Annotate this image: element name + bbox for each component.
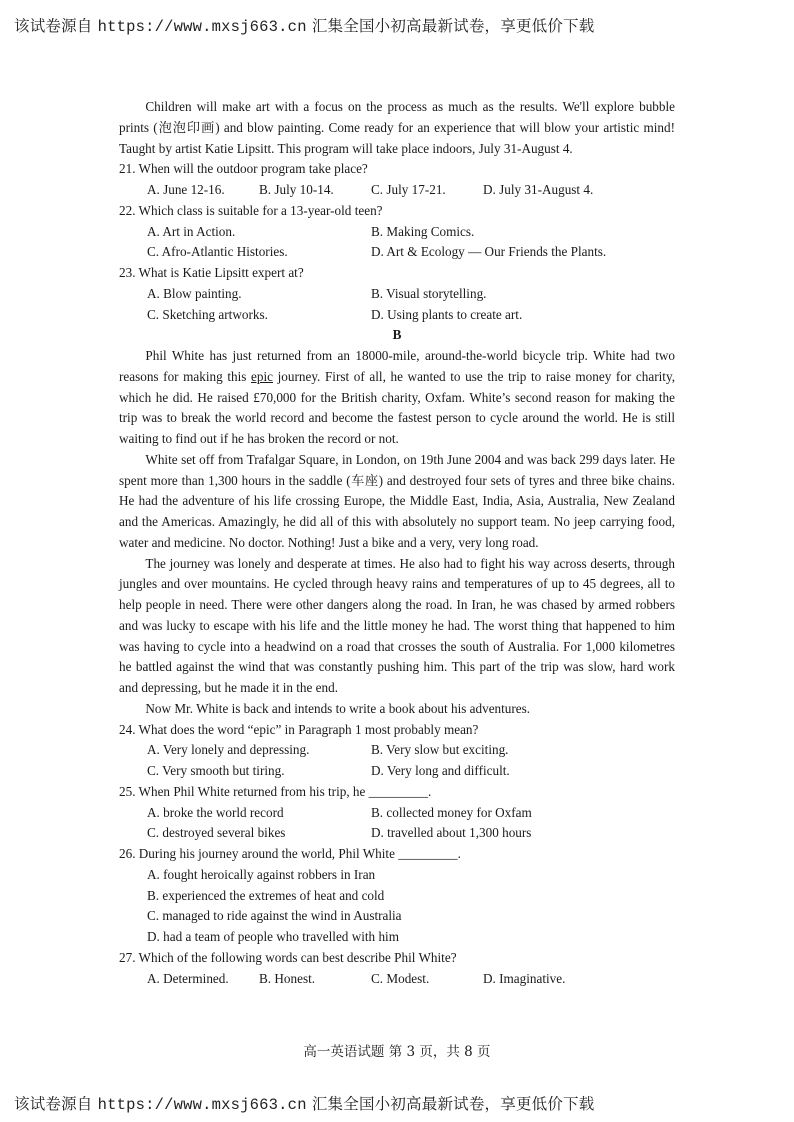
- option: A. Determined.: [147, 970, 229, 986]
- option: C. destroyed several bikes: [147, 825, 286, 841]
- question-24-stem: 24. What does the word “epic” in Paragraph 1 most probably mean?: [119, 721, 479, 737]
- question-22-stem: 22. Which class is suitable for a 13-year-old teen?: [119, 202, 383, 218]
- source-banner-bottom: [14, 1092, 594, 1114]
- passage-b-paragraph-4: Now Mr. White is back and intends to write a book about his adventures.: [145, 700, 531, 716]
- banner-prefix: 该试卷源自: [14, 17, 93, 35]
- question-22-options-row1: [119, 222, 675, 243]
- exam-content: [119, 97, 675, 989]
- option: A. Very lonely and depressing.: [147, 742, 310, 758]
- option: C. Sketching artworks.: [147, 306, 268, 322]
- banner-suffix: 汇集全国小初高最新试卷，享更低价下载: [311, 17, 595, 35]
- question-23-options-row2: [119, 305, 675, 326]
- underlined-word-epic: epic: [251, 368, 273, 384]
- option: C. Very smooth but tiring.: [147, 763, 285, 778]
- question-23-stem: 23. What is Katie Lipsitt expert at?: [119, 265, 304, 280]
- option: C. managed to ride against the wind in Australia: [147, 908, 402, 924]
- option: B. Visual storytelling.: [371, 285, 487, 301]
- option: C. Modest.: [371, 970, 430, 986]
- banner-url[interactable]: https://www.mxsj663.cn: [97, 1096, 307, 1114]
- question-21-stem: 21. When will the outdoor program take place?: [119, 161, 368, 177]
- question-25-options-row2: [119, 823, 675, 844]
- passage-b-paragraph-1: [119, 346, 675, 450]
- passage-a-tail: Children will make art with a focus on the process as much as the results. We'll explore bubble prints (泡泡印画) and blow painting. Come ready for an experience that will blow your artistic mind! Taught by artist Katie Lipsitt. This program will take place indoors, July 31-August 4.: [119, 99, 675, 156]
- option: A. Blow painting.: [147, 285, 242, 301]
- option: D. July 31-August 4.: [483, 182, 594, 197]
- option: A. broke the world record: [147, 804, 284, 820]
- option: A. fought heroically against robbers in Iran: [147, 866, 376, 882]
- source-banner-top: [14, 14, 594, 36]
- passage-b-paragraph-3: The journey was lonely and desperate at times. He also had to fight his way across deserts, through jungles and over mountains. He cycled through heavy rains and temperatures of up to 45 degrees, all to help people in need. There were other dangers along the road. In Iran, he was chased by armed robbers and was lucky to escape with his life and the little money he had. The worst thing that happened to him was having to cycle into a headwind on a road that crosses the south of Australia. For 1,000 kilometres he battled against the wind that was constantly pushing him. This part of the trip was slow, hard work and depressing, but he made it in the end.: [119, 555, 675, 695]
- option: B. Very slow but exciting.: [371, 742, 509, 758]
- question-27-options: [119, 969, 675, 990]
- option: D. Imaginative.: [483, 970, 566, 986]
- banner-prefix: 该试卷源自: [14, 1095, 93, 1113]
- option: D. had a team of people who travelled with him: [147, 929, 399, 944]
- p1-text-after: journey. First of all, he wanted to use the trip to raise money for charity, which he did. He raised £70,000 for the British charity, Oxfam. White’s second reason for making the trip was to break the world record and become the fastest person to cycle around the world. He is still waiting to find out if he has broken the record or not.: [119, 368, 675, 446]
- option: D. Art & Ecology — Our Friends the Plants.: [371, 244, 607, 260]
- option: C. Afro-Atlantic Histories.: [147, 244, 288, 260]
- banner-suffix: 汇集全国小初高最新试卷，享更低价下载: [311, 1095, 595, 1113]
- option: B. Honest.: [259, 970, 316, 986]
- question-27-stem: 27. Which of the following words can best describe Phil White?: [119, 949, 457, 965]
- option: C. July 17-21.: [371, 182, 446, 197]
- question-25-options-row1: [119, 803, 675, 824]
- option: B. experienced the extremes of heat and cold: [147, 887, 385, 903]
- option: B. July 10-14.: [259, 182, 334, 197]
- question-23-options-row1: [119, 284, 675, 305]
- question-24-options-row2: [119, 761, 675, 782]
- question-25-stem: 25. When Phil White returned from his trip, he _________.: [119, 783, 432, 799]
- passage-b-paragraph-2: White set off from Trafalgar Square, in London, on 19th June 2004 and was back 299 days later. He spent more than 1,300 hours in the saddle (车座) and destroyed four sets of tyres and three bike chains. He had the adventure of his life crossing Europe, the Middle East, India, Asia, Australia, New Zealand and the Americas. Amazingly, he did all of this with absolutely no support team. No jeep carrying food, water and medicine. No doctor. Nothing! Just a bike and a very, very long road.: [119, 451, 675, 550]
- question-24-options-row1: [119, 740, 675, 761]
- page-footer: 高一英语试题 第 3 页，共 8 页: [303, 1044, 491, 1060]
- question-21-options: [119, 180, 675, 201]
- option: B. Making Comics.: [371, 223, 475, 239]
- question-26-stem: 26. During his journey around the world, Phil White _________.: [119, 846, 461, 861]
- option: A. Art in Action.: [147, 223, 236, 239]
- p1-text-before: Phil White has just returned from an 18000-mile, around-the-world bicycle trip. White had two reasons for making this: [119, 348, 675, 384]
- option: D. Very long and difficult.: [371, 763, 510, 778]
- banner-url[interactable]: https://www.mxsj663.cn: [97, 18, 307, 36]
- option: D. travelled about 1,300 hours: [371, 825, 532, 841]
- question-22-options-row2: [119, 242, 675, 263]
- section-b-heading: B: [392, 327, 402, 343]
- option: D. Using plants to create art.: [371, 306, 523, 322]
- option: A. June 12-16.: [147, 182, 225, 197]
- option: B. collected money for Oxfam: [371, 804, 532, 820]
